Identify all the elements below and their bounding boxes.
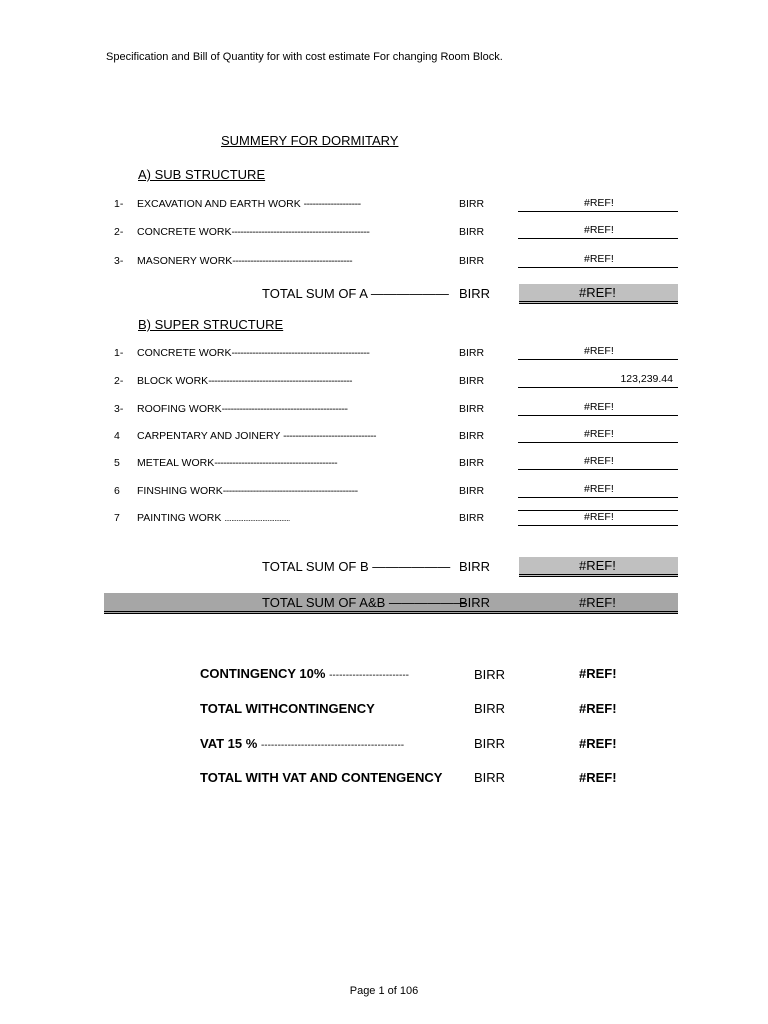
item-unit: BIRR bbox=[459, 512, 485, 524]
total-a-label: TOTAL SUM OF A —————— bbox=[262, 286, 449, 301]
summary-unit: BIRR bbox=[474, 736, 506, 751]
item-unit: BIRR bbox=[459, 198, 485, 210]
total-b-value: #REF! bbox=[519, 557, 678, 577]
item-unit: BIRR bbox=[459, 430, 485, 442]
item-value: #REF! bbox=[518, 510, 678, 526]
item-value: #REF! bbox=[518, 428, 678, 443]
item-unit: BIRR bbox=[459, 457, 485, 469]
item-number: 1- bbox=[114, 347, 124, 359]
document-header: Specification and Bill of Quantity for with cost estimate For changing Room Block. bbox=[106, 51, 503, 63]
item-number: 2- bbox=[114, 226, 124, 238]
summary-unit: BIRR bbox=[474, 667, 506, 682]
item-label: EXCAVATION AND EARTH WORK ------------------- bbox=[137, 198, 361, 210]
item-value: #REF! bbox=[518, 224, 678, 239]
grand-total-unit: BIRR bbox=[459, 595, 491, 610]
summary-label: TOTAL WITH VAT AND CONTENGENCY bbox=[200, 770, 443, 785]
summary-value: #REF! bbox=[579, 666, 617, 681]
item-value: #REF! bbox=[518, 401, 678, 416]
section-a-heading: A) SUB STRUCTURE bbox=[138, 167, 266, 182]
summary-label: TOTAL WITHCONTINGENCY bbox=[200, 701, 375, 716]
item-unit: BIRR bbox=[459, 403, 485, 415]
summary-unit: BIRR bbox=[474, 770, 506, 785]
item-label: PAINTING WORK ...................................... bbox=[137, 512, 290, 524]
summary-unit: BIRR bbox=[474, 701, 506, 716]
item-number: 3- bbox=[114, 255, 124, 267]
item-label: CONCRETE WORK---------------------------------------------- bbox=[137, 347, 370, 359]
item-number: 2- bbox=[114, 375, 124, 387]
section-b-heading: B) SUPER STRUCTURE bbox=[138, 317, 284, 332]
total-a-unit: BIRR bbox=[459, 286, 491, 301]
item-label: MASONERY WORK---------------------------------------- bbox=[137, 255, 353, 267]
item-unit: BIRR bbox=[459, 255, 485, 267]
item-label: FINSHING WORK--------------------------------------------- bbox=[137, 485, 358, 497]
item-value: #REF! bbox=[518, 253, 678, 268]
item-value: #REF! bbox=[518, 197, 678, 212]
total-b-label: TOTAL SUM OF B —————— bbox=[262, 559, 451, 574]
item-unit: BIRR bbox=[459, 347, 485, 359]
total-a-value: #REF! bbox=[519, 284, 678, 304]
item-label: CONCRETE WORK---------------------------------------------- bbox=[137, 226, 370, 238]
grand-total-label: TOTAL SUM OF A&B —————— bbox=[262, 595, 467, 610]
item-label: METEAL WORK----------------------------------------- bbox=[137, 457, 338, 469]
item-number: 6 bbox=[114, 485, 120, 497]
item-label: BLOCK WORK------------------------------------------------ bbox=[137, 375, 353, 387]
item-number: 7 bbox=[114, 512, 120, 524]
item-number: 5 bbox=[114, 457, 120, 469]
item-number: 1- bbox=[114, 198, 124, 210]
item-value: #REF! bbox=[518, 455, 678, 470]
item-unit: BIRR bbox=[459, 485, 485, 497]
grand-total-value: #REF! bbox=[579, 595, 616, 610]
item-unit: BIRR bbox=[459, 375, 485, 387]
summary-title: SUMMERY FOR DORMITARY bbox=[221, 133, 399, 148]
item-value: #REF! bbox=[518, 483, 678, 498]
total-b-unit: BIRR bbox=[459, 559, 491, 574]
item-number: 4 bbox=[114, 430, 120, 442]
summary-label: CONTINGENCY 10% ------------------------ bbox=[200, 666, 409, 681]
item-number: 3- bbox=[114, 403, 124, 415]
summary-value: #REF! bbox=[579, 701, 617, 716]
summary-label: VAT 15 % ------------------------------------------- bbox=[200, 736, 405, 751]
item-value: 123,239.44 bbox=[518, 373, 678, 388]
summary-value: #REF! bbox=[579, 770, 617, 785]
page-number: Page 1 of 106 bbox=[349, 985, 419, 997]
item-unit: BIRR bbox=[459, 226, 485, 238]
summary-value: #REF! bbox=[579, 736, 617, 751]
item-label: ROOFING WORK------------------------------------------ bbox=[137, 403, 348, 415]
item-label: CARPENTARY AND JOINERY ------------------------------- bbox=[137, 430, 376, 442]
item-value: #REF! bbox=[518, 345, 678, 360]
